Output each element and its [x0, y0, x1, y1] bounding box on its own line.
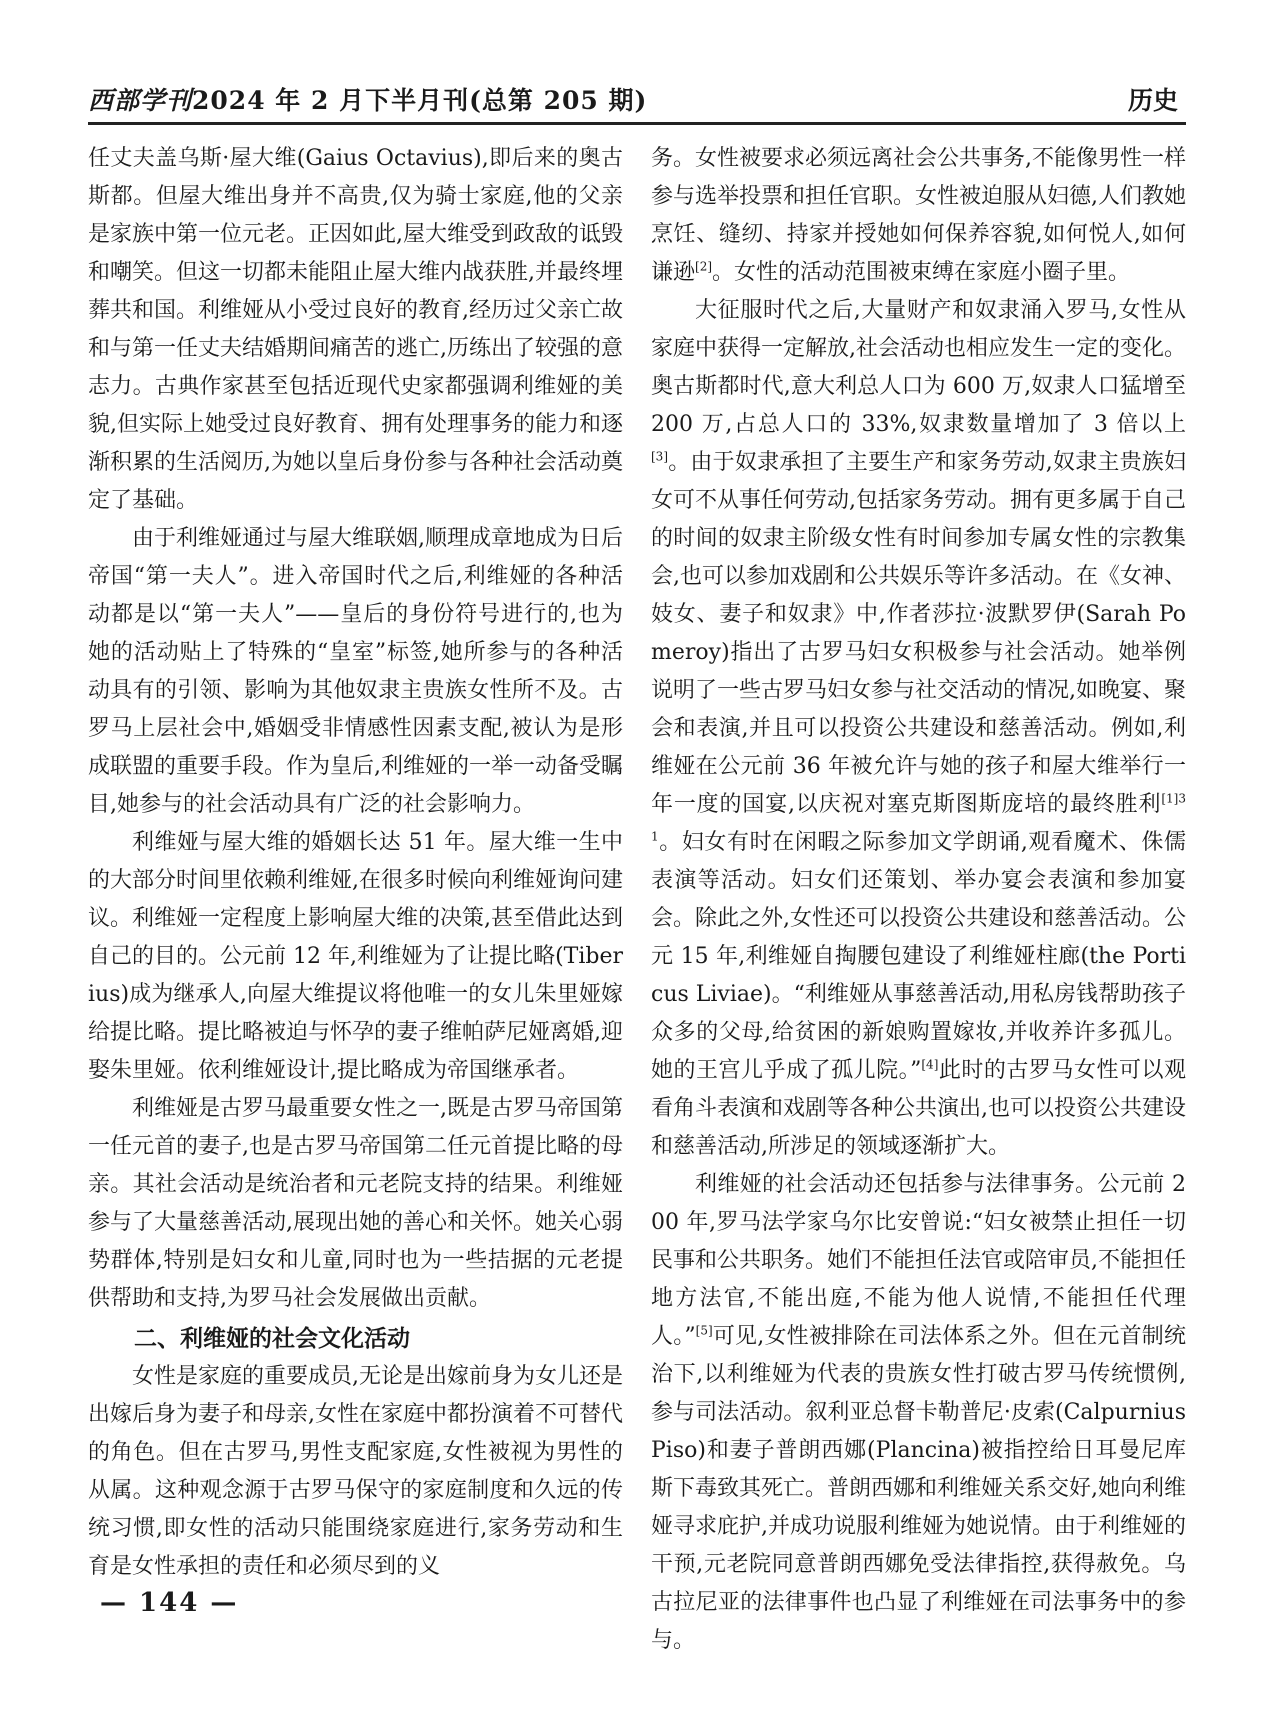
paragraph: [651, 1166, 1186, 1660]
citation-ref: [1]31: [651, 791, 1186, 844]
text-run: 。由于奴隶承担了主要生产和家务劳动,奴隶主贵族妇女可不从事任何劳动,包括家务劳动。拥有更多属于自己的时间的奴隶主阶级女性有时间参加专属女性的宗教集会,也可以参加戏剧和公共娱乐等许多活动。在《女神、妓女、妻子和奴隶》中,作者莎拉·波默罗伊(Sarah Pomeroy)指出了古罗马妇女积极参与社会活动。她举例说明了一些古罗马妇女参与社交活动的情况,如晚宴、聚会和表演,并且可以投资公共建设和慈善活动。例如,利维娅在公元前 36 年被允许与她的孩子和屋大维举行一年一度的国宴,以庆祝对塞克斯图斯庞培的最终胜利: [651, 450, 1186, 817]
left-column: [88, 140, 623, 1586]
text-run: 。妇女有时在闲暇之际参加文学朗诵,观看魔术、侏儒表演等活动。妇女们还策划、举办宴会表演和参加宴会。除此之外,女性还可以投资公共建设和慈善活动。公元 15 年,利维娅自掏腰包建设了利维娅柱廊(the Porticus Liviae)。“利维娅从事慈善活动,用私房钱帮助孩子众多的父母,给贫困的新娘购置嫁妆,并收养许多孤儿。她的王宫儿乎成了孤儿院。”: [651, 830, 1186, 1083]
citation-ref: [3]: [651, 449, 668, 464]
text-run: 。女性的活动范围被束缚在家庭小圈子里。: [712, 260, 1131, 285]
journal-masthead: [88, 86, 647, 116]
citation-ref: [2]: [695, 259, 713, 274]
section-heading: 二、利维娅的社会文化活动: [134, 1326, 410, 1352]
journal-logo: 西部学刊: [88, 86, 193, 115]
text-run: 可见,女性被排除在司法体系之外。但在元首制统治下,以利维娅为代表的贵族女性打破古罗马传统惯例,参与司法活动。叙利亚总督卡勒普尼·皮索(Calpurnius Piso)和妻子普朗西娜(Plancina)被指控给日耳曼尼库斯下毒致其死亡。普朗西娜和利维娅关系交好,她向利维娅寻求庇护,并成功说服利维娅为她说情。由于利维娅的干预,元老院同意普朗西娜免受法律指控,获得赦免。乌古拉尼亚的法律事件也凸显了利维娅在司法事务中的参与。: [651, 1324, 1187, 1653]
citation-ref: [4]: [921, 1057, 939, 1072]
header-rule: [88, 122, 1186, 125]
paragraph: 利维娅是古罗马最重要女性之一,既是古罗马帝国第一任元首的妻子,也是古罗马帝国第二任元首提比略的母亲。其社会活动是统治者和元老院支持的结果。利维娅参与了大量慈善活动,展现出她的善心和关怀。她关心弱势群体,特别是妇女和儿童,同时也为一些拮据的元老提供帮助和支持,为罗马社会发展做出贡献。: [88, 1096, 623, 1311]
paragraph: 由于利维娅通过与屋大维联姻,顺理成章地成为日后帝国“第一夫人”。进入帝国时代之后,利维娅的各种活动都是以“第一夫人”——皇后的身份符号进行的,也为她的活动贴上了特殊的“皇室”标签,她所参与的各种活动具有的引领、影响为其他奴隶主贵族女性所不及。古罗马上层社会中,婚姻受非情感性因素支配,被认为是形成联盟的重要手段。作为皇后,利维娅的一举一动备受瞩目,她参与的社会活动具有广泛的社会影响力。: [88, 526, 623, 817]
paragraph: [651, 140, 1186, 292]
section-name: 历史: [1127, 86, 1178, 115]
citation-ref: [5]: [695, 1323, 713, 1338]
page-number: — 144 —: [100, 1588, 239, 1618]
text-run: 此时的古罗马女性可以观看角斗表演和戏剧等各种公共演出,也可以投资公共建设和慈善活动,所涉足的领域逐渐扩大。: [651, 1058, 1186, 1159]
issue-info: 2024 年 2 月下半月刊(总第 205 期): [192, 86, 648, 115]
paragraph: 任丈夫盖乌斯·屋大维(Gaius Octavius),即后来的奥古斯都。但屋大维出身并不高贵,仅为骑士家庭,他的父亲是家族中第一位元老。正因如此,屋大维受到政敌的诋毁和嘲笑。但这一切都未能阻止屋大维内战获胜,并最终埋葬共和国。利维娅从小受过良好的教育,经历过父亲亡故和与第一任丈夫结婚期间痛苦的逃亡,历练出了较强的意志力。古典作家甚至包括近现代史家都强调利维娅的美貌,但实际上她受过良好教育、拥有处理事务的能力和逐渐积累的生活阅历,为她以皇后身份参与各种社会活动奠定了基础。: [88, 146, 623, 513]
text-run: 大征服时代之后,大量财产和奴隶涌入罗马,女性从家庭中获得一定解放,社会活动也相应发生一定的变化。奥古斯都时代,意大利总人口为 600 万,奴隶人口猛增至 200 万,占总人口的 33%,奴隶数量增加了 3 倍以上: [651, 298, 1186, 437]
text-run: 利维娅的社会活动还包括参与法律事务。公元前 200 年,罗马法学家乌尔比安曾说:“妇女被禁止担任一切民事和公共职务。她们不能担任法官或陪审员,不能担任地方法官,不能出庭,不能为他人说情,不能担任代理人。”: [651, 1172, 1186, 1349]
paragraph: 利维娅与屋大维的婚姻长达 51 年。屋大维一生中的大部分时间里依赖利维娅,在很多时候向利维娅询问建议。利维娅一定程度上影响屋大维的决策,甚至借此达到自己的目的。公元前 12 年,利维娅为了让提比略(Tiberius)成为继承人,向屋大维提议将他唯一的女儿朱里娅嫁给提比略。提比略被迫与怀孕的妻子维帕萨尼娅离婚,迎娶朱里娅。依利维娅设计,提比略成为帝国继承者。: [88, 830, 623, 1083]
right-column: [651, 140, 1186, 1660]
paragraph: 女性是家庭的重要成员,无论是出嫁前身为女儿还是出嫁后身为妻子和母亲,女性在家庭中都扮演着不可替代的角色。但在古罗马,男性支配家庭,女性被视为男性的从属。这种观念源于古罗马保守的家庭制度和久远的传统习惯,即女性的活动只能围绕家庭进行,家务劳动和生育是女性承担的责任和必须尽到的义: [88, 1364, 623, 1579]
page-header: [88, 86, 1186, 128]
paragraph: [651, 292, 1186, 1166]
text-run: 务。女性被要求必须远离社会公共事务,不能像男性一样参与选举投票和担任官职。女性被迫服从妇德,人们教她烹饪、缝纫、持家并授她如何保养容貌,如何悦人,如何谦逊: [651, 146, 1186, 285]
